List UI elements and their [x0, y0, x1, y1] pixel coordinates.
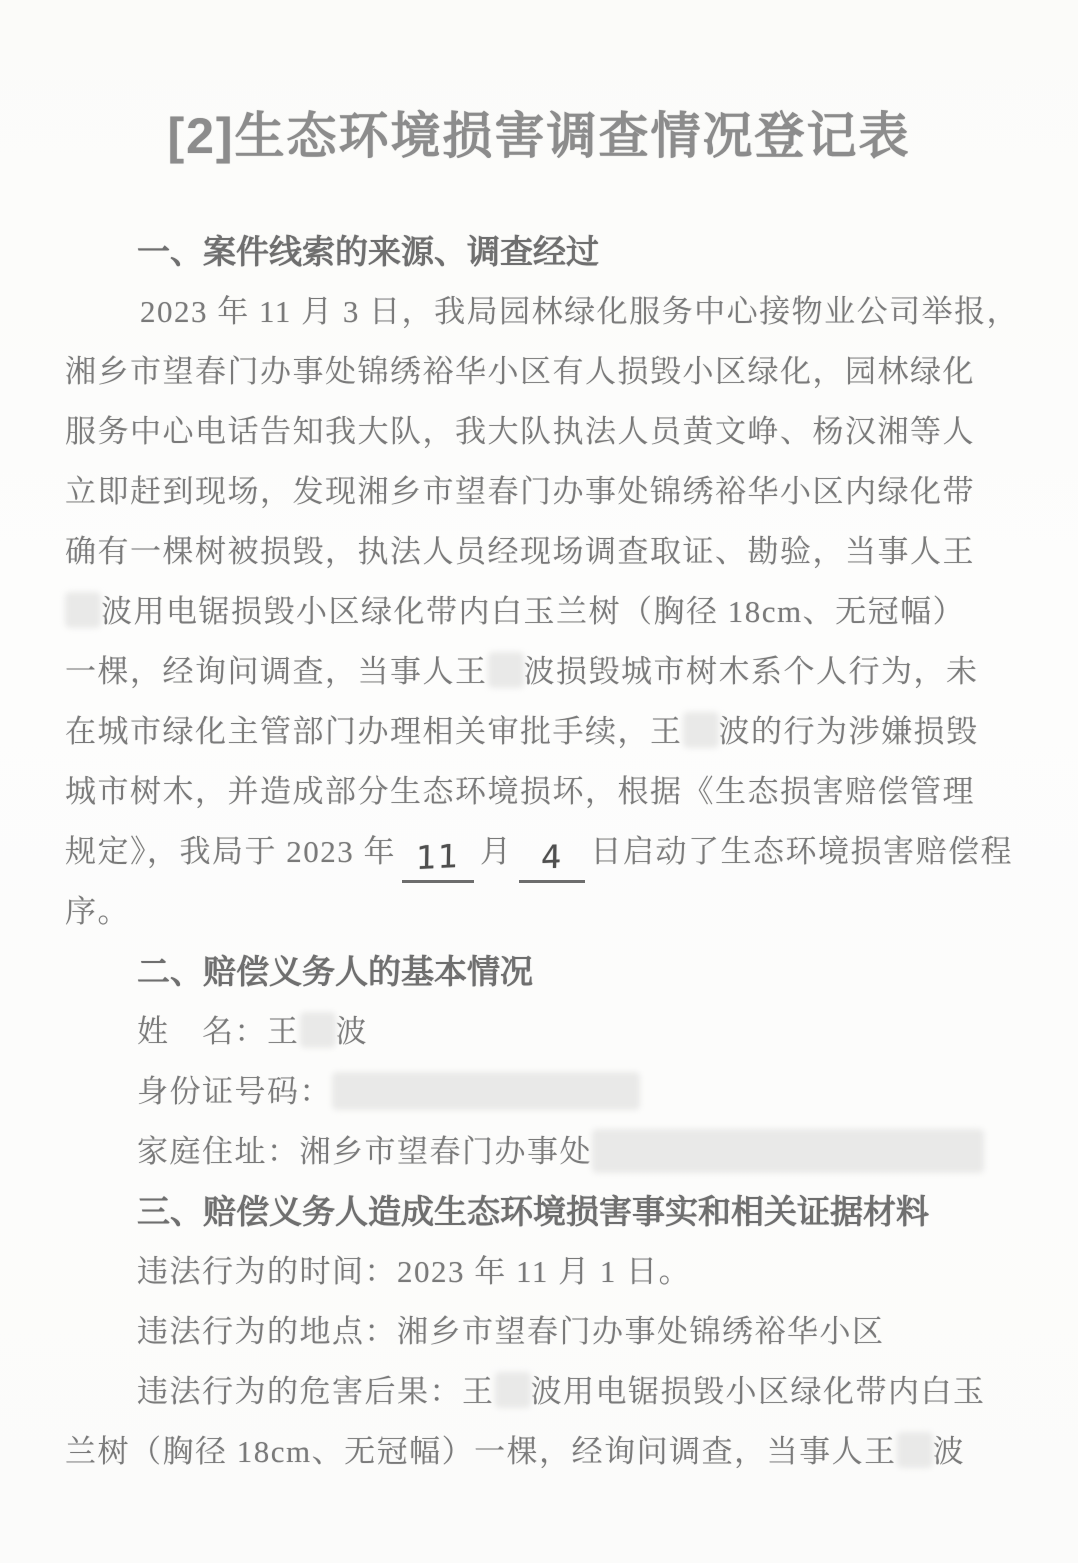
paragraph-line-text: 日启动了生态环境损害赔偿程: [590, 834, 1013, 869]
redacted-address-blur: [592, 1129, 984, 1173]
section3-fields: [0, 1242, 1078, 1482]
paragraph-line: 服务中心电话告知我大队，我大队执法人员黄文峥、杨汉湘等人: [65, 414, 975, 449]
violation-harm-line: [65, 1422, 1018, 1482]
violation-time-line: 违法行为的时间：2023 年 11 月 1 日。: [137, 1254, 692, 1289]
paragraph-line-text: 波的行为涉嫌损毁: [718, 714, 979, 749]
address-field-line: [137, 1122, 1018, 1182]
paragraph-line-text: 一棵，经询问调查，当事人王: [65, 654, 488, 689]
redacted-given-name-blur: [300, 1012, 336, 1048]
handwritten-day-field: [519, 837, 585, 883]
violation-harm-line: [137, 1362, 1018, 1422]
address-label-text: 家庭住址：湘乡市望春门办事处: [137, 1134, 592, 1169]
name-label-text: 姓 名：王: [137, 1014, 300, 1049]
handwritten-day-value: 4: [540, 837, 563, 877]
violation-place-line: 违法行为的地点：湘乡市望春门办事处锦绣裕华小区: [137, 1314, 885, 1349]
paragraph-line: [65, 702, 1018, 762]
paragraph-line: [65, 582, 1018, 642]
paragraph-line-text: 月: [480, 834, 513, 869]
paragraph-line: [65, 822, 1018, 882]
name-field-line: [137, 1002, 1018, 1062]
paragraph-line-text: 波损毁城市树木系个人行为，未: [523, 654, 979, 689]
paragraph-line: 确有一棵树被损毁，执法人员经现场调查取证、勘验，当事人王: [65, 534, 975, 569]
redacted-given-name-blur: [488, 652, 524, 688]
paragraph-line: 湘乡市望春门办事处锦绣裕华小区有人损毁小区绿化，园林绿化: [65, 354, 975, 389]
handwritten-month-field: [402, 837, 474, 883]
paragraph-line: [65, 642, 1018, 702]
redacted-given-name-blur: [897, 1432, 933, 1468]
paragraph-line-text: 规定》，我局于 2023 年: [65, 834, 396, 869]
section2-heading: 二、赔偿义务人的基本情况: [137, 953, 533, 990]
section1-heading: 一、案件线索的来源、调查经过: [137, 233, 599, 270]
redacted-given-name-blur: [65, 592, 101, 628]
id-number-label-text: 身份证号码：: [137, 1074, 332, 1109]
section2-fields: [0, 1002, 1078, 1182]
name-suffix-text: 波: [335, 1014, 368, 1049]
paragraph-line: 立即赶到现场，发现湘乡市望春门办事处锦绣裕华小区内绿化带: [65, 474, 975, 509]
paragraph-line: 2023 年 11 月 3 日，我局园林绿化服务中心接物业公司举报，: [140, 294, 1020, 329]
paragraph-line-text: 波用电锯损毁小区绿化带内白玉兰树（胸径 18cm、无冠幅）: [101, 594, 966, 629]
handwritten-month-value: 11: [415, 836, 461, 878]
paragraph-line-text: 波用电锯损毁小区绿化带内白玉: [530, 1374, 986, 1409]
paragraph-line: 序。: [65, 894, 130, 929]
id-number-field-line: [137, 1062, 1018, 1122]
document-title: [2]生态环境损害调查情况登记表: [167, 108, 911, 164]
section3-heading: 三、赔偿义务人造成生态环境损害事实和相关证据材料: [137, 1193, 929, 1230]
paragraph-line-text: 违法行为的危害后果：王: [137, 1374, 495, 1409]
paragraph-line-text: 波: [932, 1434, 966, 1469]
redacted-id-number-blur: [332, 1072, 640, 1110]
redacted-given-name-blur: [495, 1372, 531, 1408]
paragraph-line-text: 在城市绿化主管部门办理相关审批手续，王: [65, 714, 683, 749]
paragraph-line: 城市树木，并造成部分生态环境损坏，根据《生态损害赔偿管理: [65, 774, 975, 809]
redacted-given-name-blur: [683, 712, 719, 748]
paragraph-line-text: 兰树（胸径 18cm、无冠幅）一棵，经询问调查，当事人王: [65, 1434, 897, 1469]
section1-paragraph: [0, 282, 1078, 942]
